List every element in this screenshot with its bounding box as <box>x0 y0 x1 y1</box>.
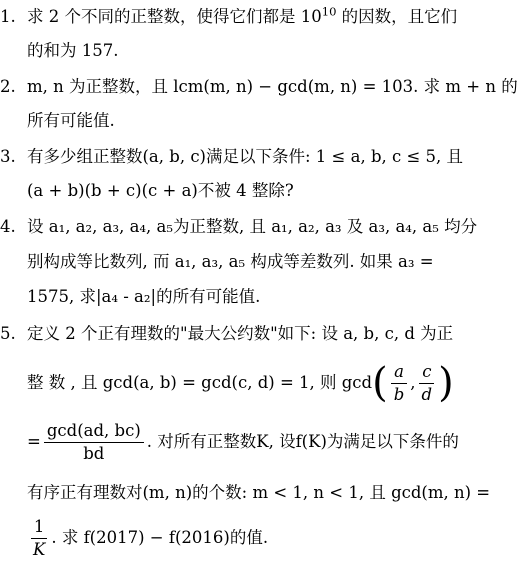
fraction-a-over-b <box>391 361 408 406</box>
problem-text: 求 2 个不同的正整数，使得它们都是 10 <box>27 7 322 26</box>
problem-text: . 对所有正整数K, 设f(K)为满足以下条件的 <box>146 432 459 451</box>
problem-text: . 求 f(2017) − f(2016)的值. <box>51 528 269 547</box>
problem-1-line-1 <box>0 6 457 28</box>
problem-number: 1. <box>0 7 16 26</box>
problem-1-line-2: 的和为 157. <box>27 41 119 60</box>
problem-5-line-4: 有序正有理数对(m, n)的个数: m < 1, n < 1, 且 gcd(m, n) = <box>27 483 491 502</box>
exponent: 10 <box>321 4 337 19</box>
denominator: d <box>421 384 433 404</box>
problem-text: 的因数，且它们 <box>336 7 458 26</box>
problem-number: 4. <box>0 217 16 236</box>
problem-number: 5. <box>0 324 16 343</box>
numerator: c <box>419 361 434 384</box>
problem-text: 定义 2 个正有理数的"最大公约数"如下: 设 a, b, c, d 为正 <box>27 324 454 343</box>
problem-text: m, n 为正整数，且 lcm(m, n) − gcd(m, n) = 103. 求 m + n 的 <box>27 77 518 96</box>
problem-3-line-2: (a + b)(b + c)(c + a)不被 4 整除? <box>27 181 294 200</box>
fraction-gcd <box>44 420 144 465</box>
problem-5-line-5 <box>27 510 268 566</box>
right-paren: ) <box>438 360 454 406</box>
problem-number: 2. <box>0 77 16 96</box>
numerator: a <box>391 361 407 384</box>
fraction-1-over-k <box>30 516 48 561</box>
numerator: 1 <box>31 516 48 539</box>
problem-4-line-2: 别构成等比数列, 而 a₁, a₃, a₅ 构成等差数列. 如果 a₃ = <box>27 252 434 271</box>
denominator: b <box>393 384 405 404</box>
left-paren: ( <box>372 360 388 406</box>
problem-text: 有多少组正整数(a, b, c)满足以下条件: 1 ≤ a, b, c ≤ 5, 且 <box>27 147 464 166</box>
numerator: gcd(ad, bc) <box>44 420 144 443</box>
equals-sign: = <box>27 432 41 451</box>
problem-5-line-3 <box>27 414 459 470</box>
problem-4-line-1 <box>0 216 477 238</box>
problem-text: 设 a₁, a₂, a₃, a₄, a₅为正整数, 且 a₁, a₂, a₃ 及 a₃, a₄, a₅ 均分 <box>27 217 478 236</box>
problem-5-line-1 <box>0 323 453 345</box>
denominator: K <box>33 539 46 559</box>
problem-3-line-1 <box>0 146 463 168</box>
problem-5-line-2 <box>27 354 454 412</box>
denominator: bd <box>83 443 105 463</box>
comma: , <box>410 373 416 392</box>
problem-text: 整 数 , 且 gcd(a, b) = gcd(c, d) = 1, 则 gcd <box>27 373 373 392</box>
problem-2-line-2: 所有可能值. <box>27 111 115 130</box>
problem-number: 3. <box>0 147 16 166</box>
fraction-c-over-d <box>419 361 436 406</box>
problem-2-line-1 <box>0 76 518 98</box>
problem-4-line-3: 1575, 求|a₄ - a₂|的所有可能值. <box>27 287 261 306</box>
